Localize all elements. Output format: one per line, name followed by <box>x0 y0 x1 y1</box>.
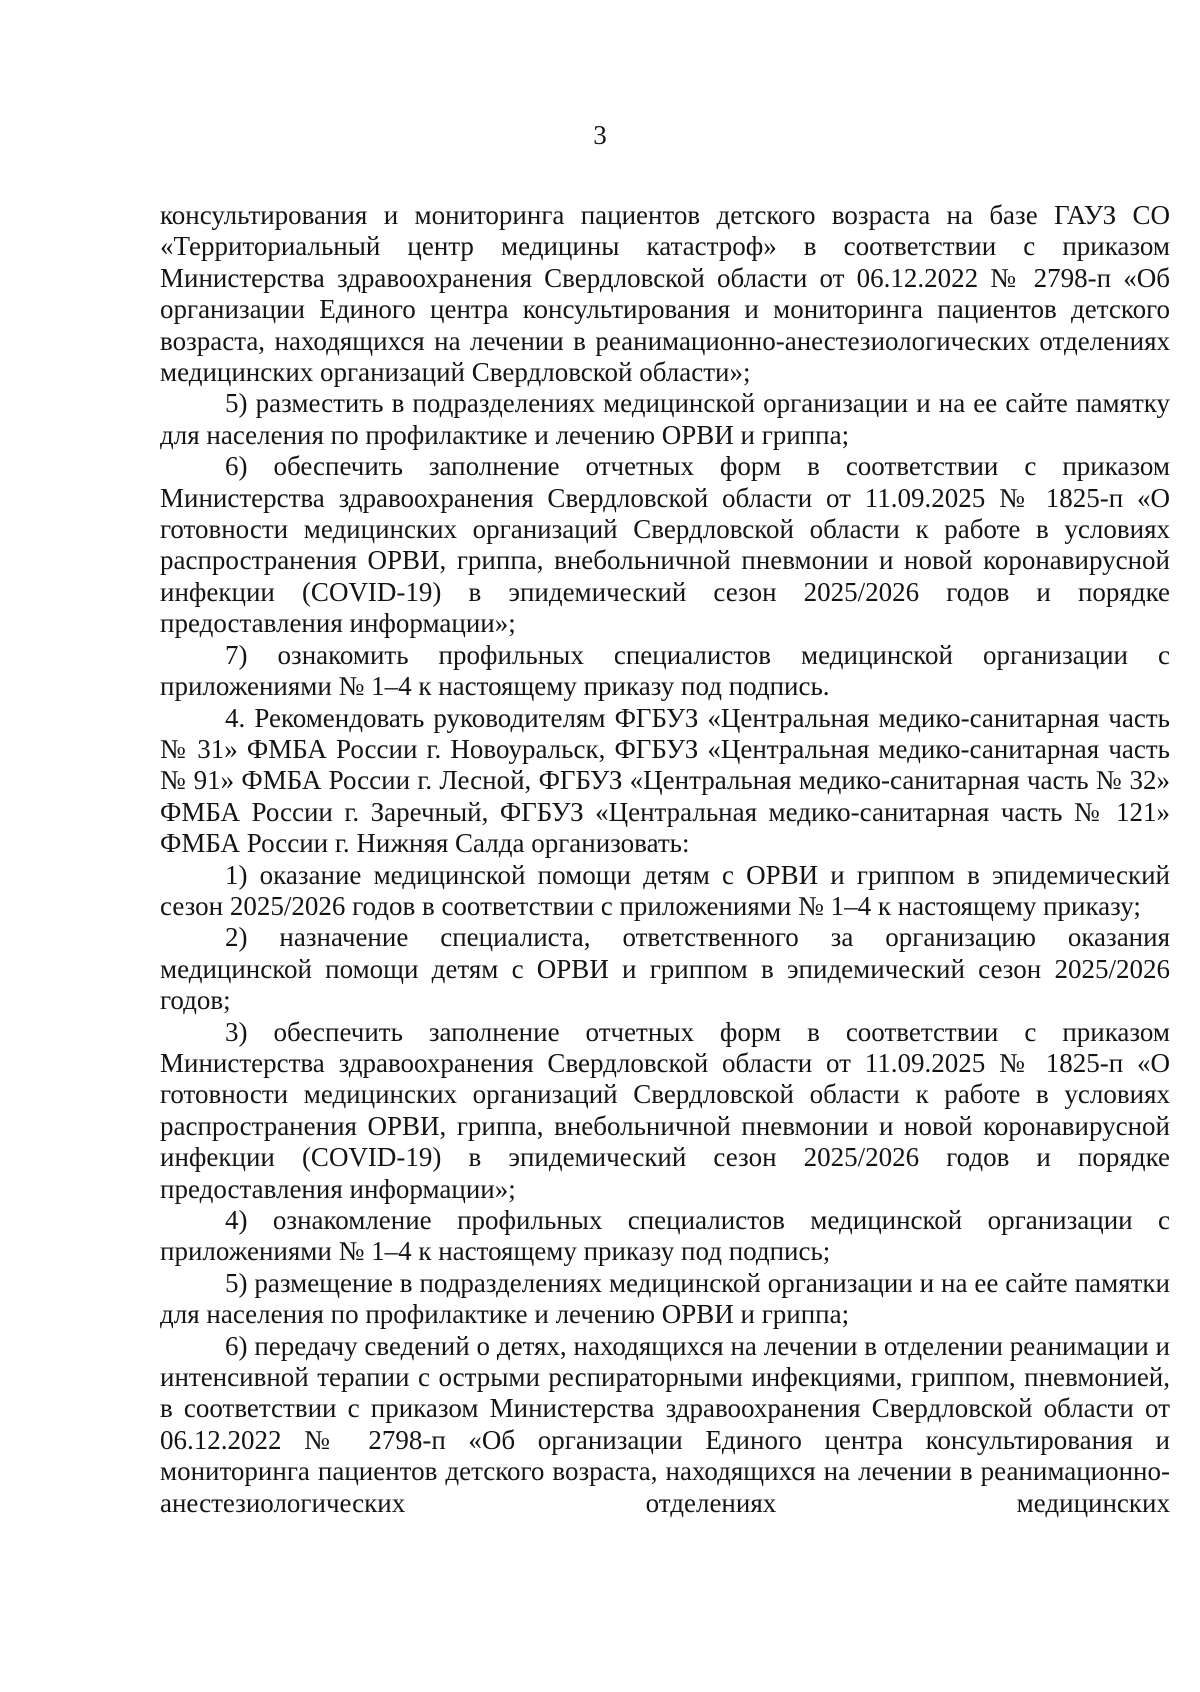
paragraph-sub-1-medical-care: 1) оказание медицинской помощи детям с ОРВИ и гриппом в эпидемический сезон 2025/2026 годов в соответствии с приложениями № 1–4 к настоящему приказу; <box>160 859 1170 921</box>
paragraph-sub-6-transfer-info: 6) передачу сведений о детях, находящихся на лечении в отделении реанимации и интенсивной терапии с острыми респираторными инфекциями, гриппом, пневмонией, в соответствии с приказом Министерства здравоохранения Свердловской области от 06.12.2022 № 2798-п «Об организации Единого центра консультирования и мониторинга пациентов детского возраста, находящихся на лечении в реанимационно-анестезиологических отделениях медицинских <box>160 1330 1170 1518</box>
paragraph-sub-4-familiarize: 4) ознакомление профильных специалистов медицинской организации с приложениями № 1–4 к настоящему приказу под подпись; <box>160 1205 1170 1267</box>
paragraph-item-7-familiarize: 7) ознакомить профильных специалистов медицинской организации с приложениями № 1–4 к настоящему приказу под подпись. <box>160 639 1170 702</box>
paragraph-continuation: консультирования и мониторинга пациентов детского возраста на базе ГАУЗ СО «Территориальный центр медицины катастроф» в соответствии с приказом Министерства здравоохранения Свердловской области от 06.12.2022 № 2798-п «Об организации Единого центра консультирования и мониторинга пациентов детского возраста, находящихся на лечении в реанимационно-анестезиологических отделениях медицинских организаций Свердловской области»; <box>160 200 1170 388</box>
paragraph-sub-5-site-memo: 5) размещение в подразделениях медицинской организации и на ее сайте памятки для населения по профилактике и лечению ОРВИ и гриппа; <box>160 1267 1170 1330</box>
paragraph-sub-2-specialist: 2) назначение специалиста, ответственного за организацию оказания медицинской помощи детям с ОРВИ и гриппом в эпидемический сезон 2025/2026 годов; <box>160 922 1170 1016</box>
document-body <box>160 200 1170 1519</box>
paragraph-item-6-report-forms: 6) обеспечить заполнение отчетных форм в соответствии с приказом Министерства здравоохранения Свердловской области от 11.09.2025 № 1825-п «О готовности медицинских организаций Свердловской области к работе в условиях распространения ОРВИ, гриппа, внебольничной пневмонии и новой коронавирусной инфекции (COVID-19) в эпидемический сезон 2025/2026 годов и порядке предоставления информации»; <box>160 451 1170 639</box>
paragraph-section-4-recommend: 4. Рекомендовать руководителям ФГБУЗ «Центральная медико-санитарная часть № 31» ФМБА России г. Новоуральск, ФГБУЗ «Центральная медико-санитарная часть № 91» ФМБА России г. Лесной, ФГБУЗ «Центральная медико-санитарная часть № 32» ФМБА России г. Заречный, ФГБУЗ «Центральная медико-санитарная часть № 121» ФМБА России г. Нижняя Салда организовать: <box>160 702 1170 859</box>
paragraph-item-5-site-memo: 5) разместить в подразделениях медицинской организации и на ее сайте памятку для населения по профилактике и лечению ОРВИ и гриппа; <box>160 388 1170 450</box>
page-number: 3 <box>593 120 607 150</box>
paragraph-sub-3-report-forms: 3) обеспечить заполнение отчетных форм в соответствии с приказом Министерства здравоохранения Свердловской области от 11.09.2025 № 1825-п «О готовности медицинских организаций Свердловской области к работе в условиях распространения ОРВИ, гриппа, внебольничной пневмонии и новой коронавирусной инфекции (COVID-19) в эпидемический сезон 2025/2026 годов и порядке предоставления информации»; <box>160 1016 1170 1204</box>
